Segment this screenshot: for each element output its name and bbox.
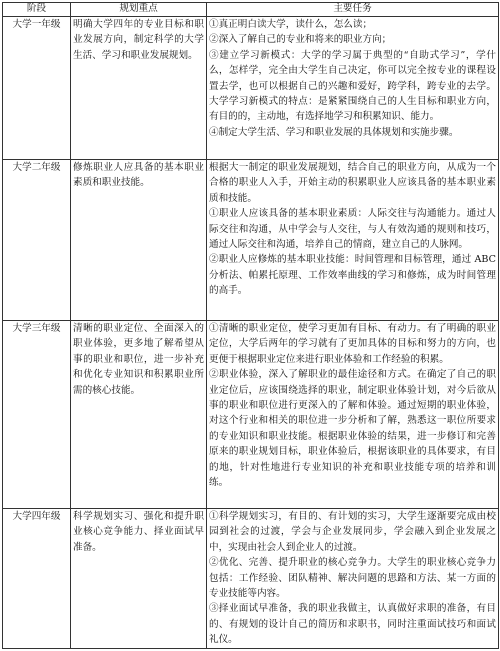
- header-tasks: 主要任务: [207, 3, 499, 17]
- task-item: ③建立学习新模式：大学的学习属于典型的“自助式学习”，学什么，怎样学，完全由大学生自己决定，你可以完全按专业的课程设置去学，也可以根据自己的兴趣和爱好，跨学科，跨专业的去学。大学学习新模式的特点：是紧紧围绕自己的人生目标和职业方向，有目的的，主动地，有选择地学习和积累知识、能力。: [209, 49, 496, 123]
- header-stage: 阶段: [3, 3, 71, 17]
- tasks-cell: [207, 17, 499, 160]
- table-header-row: [3, 3, 499, 17]
- task-item: ②优化、完善、提升职业的核心竞争力。大学生的职业核心竞争力包括：工作经验、团队精神、解决问题的思路和方法、某一方面的专业技能等内容。: [209, 557, 496, 600]
- tasks-cell: [207, 321, 499, 509]
- focus-text: 修炼职业人应具备的基本职业素质和职业技能。: [73, 162, 204, 189]
- task-item: ②深入了解自己的专业和将来的职业方向；: [209, 34, 392, 46]
- task-item: 根据大一制定的职业发展规划，结合自己的职业方向，从成为一个合格的职业人入手，开始主动的积累职业人应该具备的基本职业素质和技能。: [209, 162, 496, 204]
- table-row: [3, 509, 499, 649]
- focus-cell: [71, 321, 207, 509]
- focus-cell: [71, 17, 207, 160]
- focus-text: 清晰的职业定位、全面深入的职业体验，更多地了解希望从事的职业和职位，进一步补充和优化专业知识和积累职业所需的核心技能。: [73, 323, 204, 396]
- focus-cell: [71, 509, 207, 649]
- task-item: ①科学规划实习，有目的、有计划的实习，大学生逐渐要完成由校园到社会的过渡，学会与企业发展同步，学会融入到企业发展之中，实现由社会人到企业人的过渡。: [209, 511, 496, 553]
- stage-cell: 大学四年级: [3, 509, 71, 649]
- task-item: ②职业体验，深入了解职业的最佳途径和方式。在确定了自己的职业定位后，应该围绕选择的职业，制定职业体验计划，对今后欲从事的职业和职位进行更深入的了解和体验。通过短期的职业体验，对这个行业和相关的职位进一步分析和了解，熟悉这一职位所要求的专业知识和职业技能。根据职业体验的结果，进一步修订和完善原来的职业规划目标，职业体验后，根据该职业的具体要求，有目的地，针对性地进行专业知识的补充和职业技能专项的培养和训练。: [209, 369, 496, 489]
- task-item: ①职业人应该具备的基本职业素质：人际交往与沟通能力。通过人际交往和沟通，从中学会与人交往，与人有效沟通的规则和技巧，通过人际交往和沟通，培养自己的情商，建立自己的人脉网。: [209, 208, 496, 251]
- header-focus: 规划重点: [71, 3, 207, 17]
- task-item: ①清晰的职业定位，使学习更加有目标、有动力。有了明确的职业定位，大学后两年的学习就有了更加具体的目标和努力的方向，也更便于根据职业定位来进行职业体验和工作经验的积累。: [209, 323, 496, 365]
- stage-cell: 大学一年级: [3, 17, 71, 160]
- table-row: [3, 321, 499, 509]
- task-item: ①真正明白读大学，读什么，怎么读；: [209, 19, 373, 30]
- career-plan-table: [2, 2, 499, 649]
- task-item: ②职业人应修炼的基本职业技能：时间管理和目标管理，通过 ABC 分析法、帕累托原理、工作效率曲线的学习和修炼，成为时间管理的高手。: [209, 254, 496, 297]
- focus-text: 科学规划实习、强化和提升职业核心竞争能力、择业面试早准备。: [73, 511, 204, 553]
- table-row: [3, 160, 499, 321]
- task-item: ④制定大学生活、学习和职业发展的具体规划和实施步骤。: [209, 126, 459, 138]
- tasks-cell: [207, 160, 499, 321]
- focus-text: 明确大学四年的专业目标和职业发展方向，制定科学的大学生活、学习和职业发展规划。: [73, 19, 204, 61]
- table-row: [3, 17, 499, 160]
- stage-cell: 大学二年级: [3, 160, 71, 321]
- stage-cell: 大学三年级: [3, 321, 71, 509]
- focus-cell: [71, 160, 207, 321]
- task-item: ③择业面试早准备，我的职业我做主，认真做好求职的准备，有目的、有规划的设计自己的简历和求职书，同时注重面试技巧和面试礼仪。: [209, 603, 496, 646]
- tasks-cell: [207, 509, 499, 649]
